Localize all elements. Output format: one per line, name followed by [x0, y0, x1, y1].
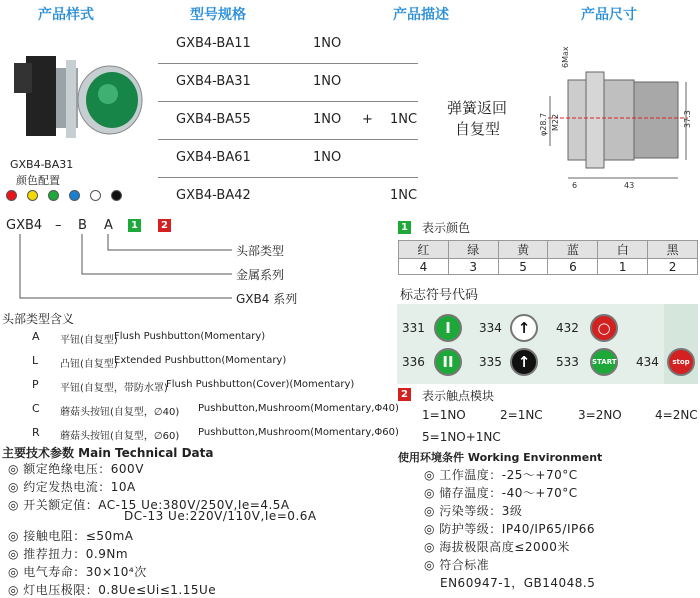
symbol-button-icon: stop: [667, 348, 695, 376]
dim-6max: 6Max: [561, 46, 570, 68]
code-part-a: A: [104, 218, 113, 233]
head-type-en: Pushbutton,Mushroom(Momentary,Φ40): [198, 403, 399, 414]
symbol-button-icon: II: [434, 348, 462, 376]
symbol-code: 434: [636, 355, 659, 369]
color-code-cell: 2: [648, 259, 698, 275]
env-item: ◎ 海拔极限高度≤2000米: [424, 540, 570, 554]
head-type-en: Flush Pushbutton(Cover)(Momentary): [166, 379, 355, 390]
dimension-drawing: [528, 36, 696, 192]
color-name-cell: 红: [399, 241, 449, 259]
symbol-button-icon: START: [590, 348, 618, 376]
symbol-button-icon: ○: [590, 314, 618, 342]
contact-item: 5=1NO+1NC: [422, 430, 501, 444]
model-code: GXB4-BA55: [176, 112, 251, 127]
head-type-en: Pushbutton,Mushroom(Momentary,Φ60): [198, 427, 399, 438]
head-type-letter: A: [32, 330, 40, 343]
spec-item: ◎ 电气寿命：30×10⁴次: [8, 565, 147, 579]
dim-37: 37.3: [683, 110, 692, 128]
color-dot: [48, 190, 59, 201]
model-code: GXB4-BA42: [176, 188, 251, 203]
dim-43: 43: [624, 181, 635, 190]
symbol-code: 334: [479, 321, 502, 335]
model-contact-1: 1NO: [313, 112, 342, 127]
color-dot: [69, 190, 80, 201]
code-part-gxb4: GXB4: [6, 218, 43, 233]
env-title: 使用环境条件 Working Environment: [398, 451, 603, 464]
model-code: GXB4-BA61: [176, 150, 251, 165]
symbol-code: 432: [556, 321, 579, 335]
symbol-button-icon: I: [434, 314, 462, 342]
color-code-table: [398, 240, 698, 275]
model-divider: [158, 177, 418, 178]
color-code-cell: 1: [598, 259, 648, 275]
head-type-cn: 蘑菇头按钮(自复型，∅40): [60, 407, 180, 418]
spec-item: ◎ 约定发热电流：10A: [8, 480, 136, 494]
contacts-badge: 2: [398, 388, 411, 401]
env-item: ◎ 储存温度：-40～+70°C: [424, 486, 578, 500]
color-code-cell: 6: [548, 259, 598, 275]
color-code-cell: 3: [448, 259, 498, 275]
spec-item: ◎ 额定绝缘电压：600V: [8, 462, 144, 476]
color-code-cell: 4: [399, 259, 449, 275]
spec-item: ◎ 推荐扭力：0.9Nm: [8, 547, 129, 561]
color-table-title: 表示颜色: [422, 221, 471, 235]
spec-item: DC-13 Ue:220V/110V,Ie=0.6A: [124, 509, 317, 523]
color-code-cell: 5: [498, 259, 548, 275]
label-gxb4-series: GXB4 系列: [236, 292, 298, 306]
description-line1: 弹簧返回: [447, 99, 508, 117]
env-item: ◎ 防护等级：IP40/IP65/IP66: [424, 522, 596, 536]
model-contact-1: 1NO: [313, 36, 342, 51]
symbol-code: 336: [402, 355, 425, 369]
model-code: GXB4-BA31: [176, 74, 251, 89]
contact-item: 2=1NC: [500, 408, 543, 422]
head-type-cn: 凸钮(自复型): [60, 359, 118, 370]
color-table-badge: 1: [398, 221, 411, 234]
color-dot: [27, 190, 38, 201]
model-contact-1: 1NO: [313, 74, 342, 89]
code-box-1: 1: [128, 219, 141, 232]
product-model-label: GXB4-BA31: [10, 158, 74, 171]
env-item: ◎ 污染等级：3级: [424, 504, 523, 518]
color-name-cell: 白: [598, 241, 648, 259]
symbol-code: 533: [556, 355, 579, 369]
label-head-type: 头部类型: [236, 244, 285, 258]
spec-item: ◎ 灯电压极限：0.8Ue≤Ui≤1.15Ue: [8, 583, 217, 597]
header-style: 产品样式: [38, 7, 94, 23]
code-leader-lines: [0, 232, 240, 307]
model-contact-2: 1NC: [390, 112, 418, 127]
contacts-title: 表示触点模块: [422, 389, 495, 403]
symbol-button-icon: ↑: [510, 314, 538, 342]
model-plus: +: [362, 112, 373, 127]
model-code: GXB4-BA11: [176, 36, 251, 51]
dim-6: 6: [572, 181, 578, 190]
color-name-cell: 黑: [648, 241, 698, 259]
description-line2: 自复型: [455, 120, 501, 138]
color-name-cell: 绿: [448, 241, 498, 259]
model-divider: [158, 101, 418, 102]
head-type-cn: 蘑菇头按钮(自复型，∅60): [60, 431, 180, 442]
code-part-b: B: [78, 218, 87, 233]
contact-item: 1=1NO: [422, 408, 466, 422]
head-type-letter: C: [32, 402, 40, 415]
label-metal-series: 金属系列: [236, 268, 285, 282]
head-type-en: Flush Pushbutton(Momentary): [114, 331, 266, 342]
env-item: ◎ 工作温度：-25～+70°C: [424, 468, 578, 482]
head-type-cn: 平钮(自复型): [60, 335, 118, 346]
model-divider: [158, 63, 418, 64]
contact-item: 4=2NC: [655, 408, 698, 422]
code-dash: –: [55, 218, 62, 233]
color-name-cell: 黄: [498, 241, 548, 259]
pushbutton-product-image: [8, 38, 143, 148]
head-type-cn: 平钮(自复型，带防水罩): [60, 383, 168, 394]
color-name-cell: 蓝: [548, 241, 598, 259]
dim-phi: φ28.7: [539, 112, 548, 136]
color-dot: [6, 190, 17, 201]
symbol-code: 335: [479, 355, 502, 369]
header-size: 产品尺寸: [581, 7, 637, 23]
color-dot: [111, 190, 122, 201]
contact-item: 3=2NO: [578, 408, 622, 422]
symbols-title: 标志符号代码: [400, 288, 479, 303]
header-desc: 产品描述: [393, 7, 449, 23]
symbol-code: 331: [402, 321, 425, 335]
header-model: 型号规格: [190, 7, 246, 23]
head-types-title: 头部类型含义: [2, 312, 75, 326]
head-type-letter: R: [32, 426, 40, 439]
code-box-2: 2: [158, 219, 171, 232]
model-contact-1: 1NO: [313, 150, 342, 165]
specs-title: 主要技术参数 Main Technical Data: [2, 446, 214, 460]
spec-item: ◎ 开关额定值：AC-15 Ue:380V/250V,Ie=4.5A: [8, 498, 290, 512]
model-divider: [158, 139, 418, 140]
dim-m22: M22: [551, 113, 560, 131]
spec-item: ◎ 接触电阻：≤50mA: [8, 529, 134, 543]
color-dot: [90, 190, 101, 201]
env-item: EN60947-1，GB14048.5: [440, 576, 596, 590]
head-type-letter: L: [32, 354, 39, 367]
env-item: ◎ 符合标准: [424, 558, 490, 572]
head-type-en: Extended Pushbutton(Momentary): [114, 355, 287, 366]
symbol-button-icon: ↑: [510, 348, 538, 376]
color-config-label: 颜色配置: [16, 174, 60, 187]
head-type-letter: P: [32, 378, 39, 391]
model-contact-2: 1NC: [390, 188, 418, 203]
